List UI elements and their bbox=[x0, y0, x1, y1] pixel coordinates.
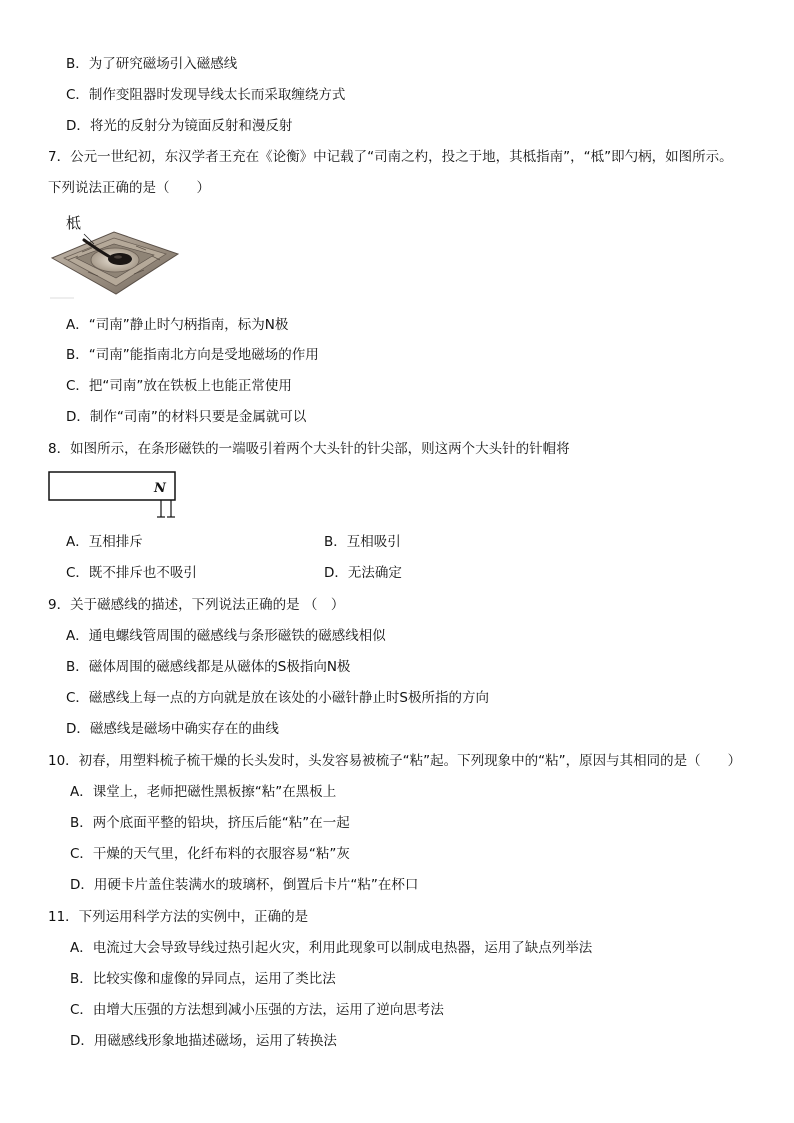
q10-option-c: C．干燥的天气里，化纤布料的衣服容易“粘”灰 bbox=[70, 846, 350, 862]
q9-option-c: C．磁感线上每一点的方向就是放在该处的小磁针静止时S极所指的方向 bbox=[66, 690, 489, 706]
q9-option-a: A．通电螺线管周围的磁感线与条形磁铁的磁感线相似 bbox=[66, 628, 386, 644]
q9-option-b: B．磁体周围的磁感线都是从磁体的S极指向N极 bbox=[66, 659, 351, 675]
prev-option-d: D．将光的反射分为镜面反射和漫反射 bbox=[66, 118, 293, 134]
q9-option-d: D．磁感线是磁场中确实存在的曲线 bbox=[66, 721, 279, 737]
sinan-handle-label: 柢 bbox=[66, 214, 82, 232]
q10-option-a: A．课堂上，老师把磁性黑板擦“粘”在黑板上 bbox=[70, 784, 337, 800]
q10-option-b: B．两个底面平整的铅块，挤压后能“粘”在一起 bbox=[70, 815, 350, 831]
north-pole-label: N bbox=[154, 481, 166, 496]
q11-option-c: C．由增大压强的方法想到减小压强的方法，运用了逆向思考法 bbox=[70, 1002, 444, 1018]
q7-option-d: D．制作“司南”的材料只要是金属就可以 bbox=[66, 409, 307, 425]
q8-option-b: B．互相吸引 bbox=[324, 534, 401, 550]
q7-option-b: B．“司南”能指南北方向是受地磁场的作用 bbox=[66, 347, 319, 363]
pins bbox=[157, 500, 175, 517]
q8-stem: 8．如图所示，在条形磁铁的一端吸引着两个大头针的针尖部，则这两个大头针的针帽将 bbox=[48, 441, 570, 457]
q11-option-d: D．用磁感线形象地描述磁场，运用了转换法 bbox=[70, 1033, 337, 1049]
q8-option-c: C．既不排斥也不吸引 bbox=[66, 565, 197, 581]
prev-option-c: C．制作变阻器时发现导线太长而采取缠绕方式 bbox=[66, 87, 346, 103]
q9-stem: 9．关于磁感线的描述，下列说法正确的是 （ ） bbox=[48, 597, 345, 613]
q11-stem: 11．下列运用科学方法的实例中，正确的是 bbox=[48, 909, 309, 925]
q8-option-d: D．无法确定 bbox=[324, 565, 402, 581]
q7-option-c: C．把“司南”放在铁板上也能正常使用 bbox=[66, 378, 292, 394]
q7-stem-line2: 下列说法正确的是（ ） bbox=[48, 180, 210, 196]
q7-option-a: A．“司南”静止时勺柄指南，标为N极 bbox=[66, 317, 289, 333]
q8-option-a: A．互相排斥 bbox=[66, 534, 143, 550]
bar-magnet-figure bbox=[48, 470, 180, 522]
sinan-compass-figure bbox=[48, 210, 180, 300]
q10-stem: 10．初春，用塑料梳子梳干燥的长头发时，头发容易被梳子“粘”起。下列现象中的“粘”，原因与其相同的是（ ） bbox=[48, 753, 742, 769]
prev-option-b: B．为了研究磁场引入磁感线 bbox=[66, 56, 238, 72]
q7-stem-line1: 7．公元一世纪初，东汉学者王充在《论衡》中记载了“司南之杓，投之于地，其柢指南”，“柢”即勺柄，如图所示。 bbox=[48, 149, 733, 165]
q11-option-a: A．电流过大会导致导线过热引起火灾，利用此现象可以制成电热器，运用了缺点列举法 bbox=[70, 940, 593, 956]
q11-option-b: B．比较实像和虚像的异同点，运用了类比法 bbox=[70, 971, 336, 987]
q10-option-d: D．用硬卡片盖住装满水的玻璃杯，倒置后卡片“粘”在杯口 bbox=[70, 877, 419, 893]
